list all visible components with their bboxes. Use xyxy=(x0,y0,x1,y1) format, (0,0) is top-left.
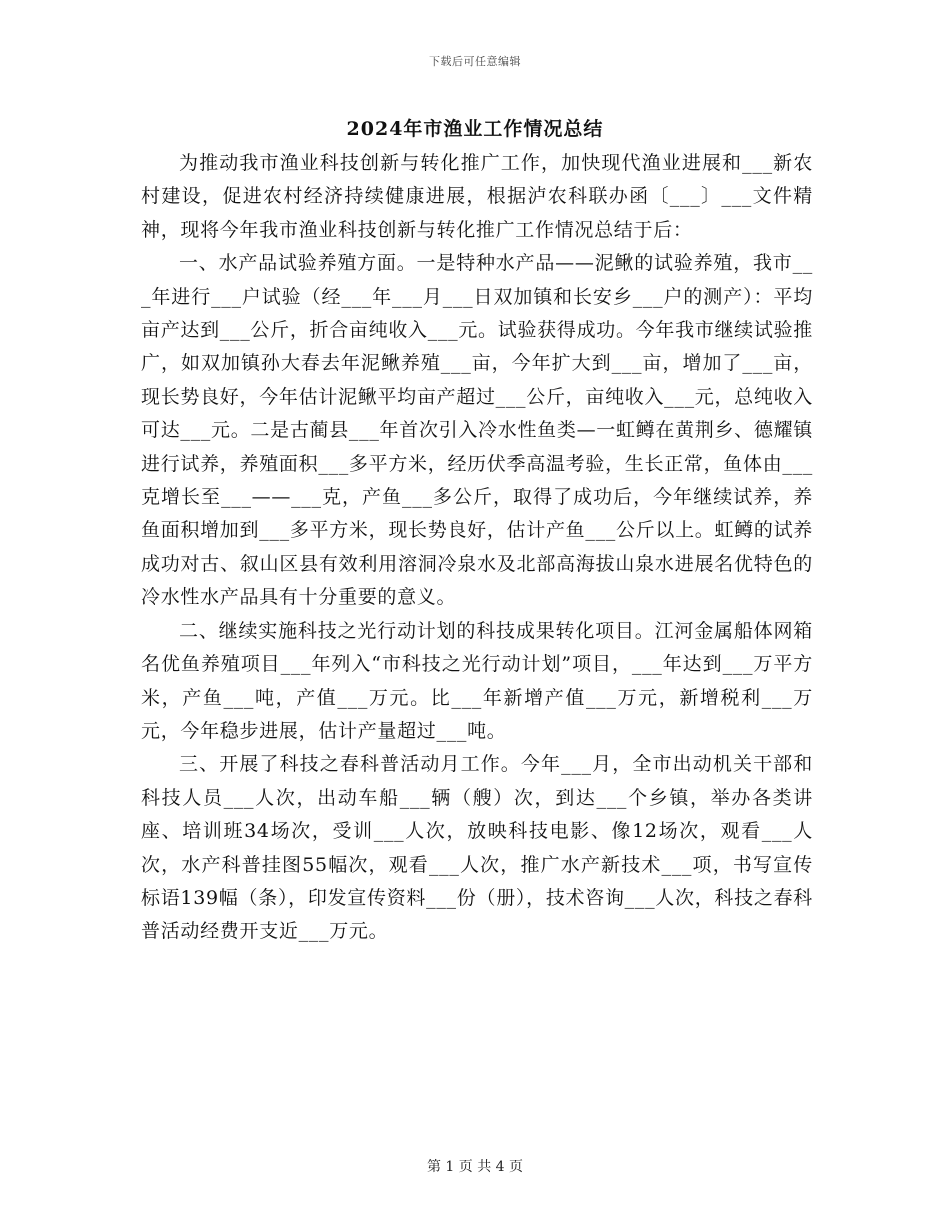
paragraph-section-3: 三、开展了科技之春科普活动月工作。今年___月，全市出动机关干部和科技人员___人次，出动车船___辆（艘）次，到达___个乡镇，举办各类讲座、培训班34场次，受训___人次，放映科技电影、像12场次，观看___人次，水产科普挂图55幅次，观看___人次，推广水产新技术___项，书写宣传标语139幅（条），印发宣传资料___份（册），技术咨询___人次，科技之春科普活动经费开支近___万元。 xyxy=(141,753,813,943)
document-title: 2024年市渔业工作情况总结 xyxy=(346,118,604,140)
page-number: 第 1 页 共 4 页 xyxy=(426,1159,524,1175)
paragraph-section-2: 二、继续实施科技之光行动计划的科技成果转化项目。江河金属船体网箱名优鱼养殖项目___年列入“市科技之光行动计划”项目，___年达到___万平方米，产鱼___吨，产值___万元。比___年新增产值___万元，新增税利___万元，今年稳步进展，估计产量超过___吨。 xyxy=(141,619,813,742)
document-body xyxy=(141,147,813,949)
page-header-note: 下载后可任意编辑 xyxy=(429,55,521,68)
paragraph-section-1: 一、水产品试验养殖方面。一是特种水产品——泥鳅的试验养殖，我市___年进行___户试验（经___年___月___日双加镇和长安乡___户的测产）：平均亩产达到___公斤，折合亩纯收入___元。试验获得成功。今年我市继续试验推广，如双加镇孙大春去年泥鳅养殖___亩，今年扩大到___亩，增加了___亩，现长势良好，今年估计泥鳅平均亩产超过___公斤，亩纯收入___元，总纯收入可达___元。二是古蔺县___年首次引入冷水性鱼类—一虹鳟在黄荆乡、德耀镇进行试养，养殖面积___多平方米，经历伏季高温考验，生长正常，鱼体由___克增长至___——___克，产鱼___多公斤，取得了成功后，今年继续试养，养鱼面积增加到___多平方米，现长势良好，估计产鱼___公斤以上。虹鳟的试养成功对古、叙山区县有效利用溶洞冷泉水及北部高海拔山泉水进展名优特色的冷水性水产品具有十分重要的意义。 xyxy=(141,252,813,609)
paragraph-intro: 为推动我市渔业科技创新与转化推广工作，加快现代渔业进展和___新农村建设，促进农村经济持续健康进展，根据泸农科联办函〔___〕___文件精神，现将今年我市渔业科技创新与转化推广工作情况总结于后： xyxy=(141,152,813,241)
